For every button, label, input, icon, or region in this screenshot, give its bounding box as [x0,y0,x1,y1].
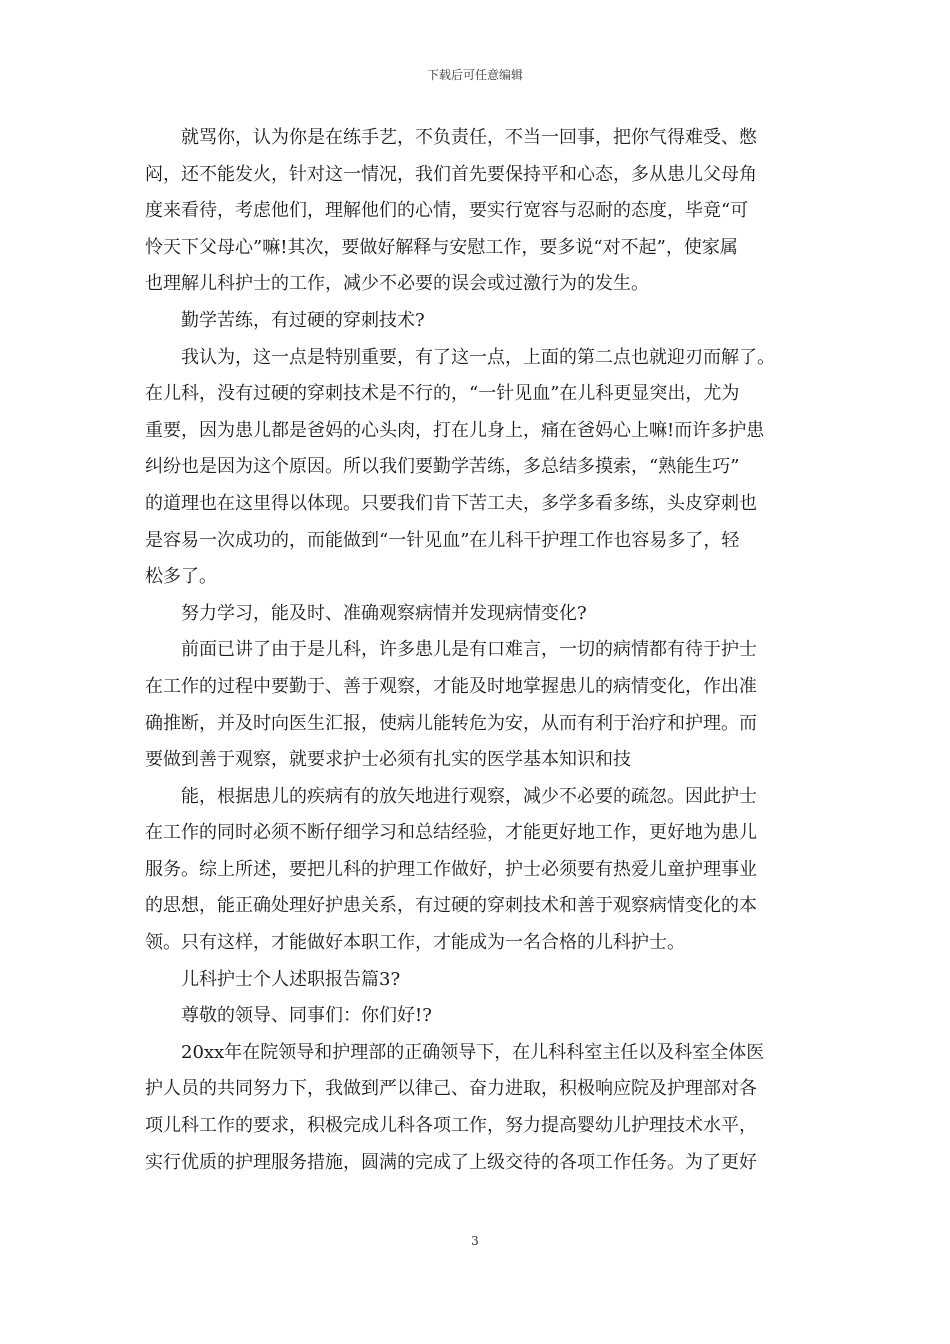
text-line: 实行优质的护理服务措施，圆满的完成了上级交待的各项工作任务。为了更好 [145,1151,757,1173]
section-heading-line: 努力学习，能及时、准确观察病情并发现病情变化? [145,602,587,624]
section-heading-line: 儿科护士个人述职报告篇3? [145,968,401,990]
text-line: 要做到善于观察，就要求护士必须有扎实的医学基本知识和技 [145,749,631,771]
text-line: 也理解儿科护士的工作，减少不必要的误会或过激行为的发生。 [145,273,649,295]
page-number: 3 [471,1234,479,1248]
text-line: 在工作的过程中要勤于、善于观察，才能及时地掌握患儿的病情变化，作出准 [145,675,757,697]
text-line: 确推断，并及时向医生汇报，使病儿能转危为安，从而有利于治疗和护理。而 [145,712,757,734]
document-body [145,120,810,1181]
text-line: 在儿科，没有过硬的穿刺技术是不行的，“一针见血”在儿科更显突出，尤为 [145,383,740,405]
text-line: 服务。综上所述，要把儿科的护理工作做好，护士必须要有热爱儿童护理事业 [145,858,757,880]
page-header: 下载后可任意编辑 [426,68,523,82]
text-line: 的思想，能正确处理好护患关系，有过硬的穿刺技术和善于观察病情变化的本 [145,895,757,917]
text-line: 就骂你，认为你是在练手艺，不负责任，不当一回事，把你气得难受、憋 [145,127,757,148]
text-line: 20xx年在院领导和护理部的正确领导下，在儿科科室主任以及科室全体医 [145,1041,765,1063]
text-line: 在工作的同时必须不断仔细学习和总结经验，才能更好地工作，更好地为患儿 [145,822,757,844]
text-line: 度来看待，考虑他们，理解他们的心情，要实行宽容与忍耐的态度，毕竟“可 [145,200,749,222]
text-line: 的道理也在这里得以体现。只要我们肯下苦工夫，多学多看多练，头皮穿刺也 [145,492,757,514]
text-line: 能，根据患儿的疾病有的放矢地进行观察，减少不必要的疏忽。因此护士 [145,785,757,807]
text-line: 怜天下父母心”嘛!其次，要做好解释与安慰工作，要多说“对不起”，使家属 [145,236,738,258]
text-line: 是容易一次成功的，而能做到“一针见血”在儿科干护理工作也容易多了，轻 [145,529,740,551]
text-line: 我认为，这一点是特别重要，有了这一点，上面的第二点也就迎刃而解了。 [145,346,775,368]
text-line: 领。只有这样，才能做好本职工作，才能成为一名合格的儿科护士。 [145,932,685,954]
text-line: 重要，因为患儿都是爸妈的心头肉，打在儿身上，痛在爸妈心上嘛!而许多护患 [145,419,765,441]
text-line: 闷，还不能发火，针对这一情况，我们首先要保持平和心态，多从患儿父母角 [145,163,757,185]
text-line: 松多了。 [145,566,217,588]
section-heading-line: 勤学苦练，有过硬的穿刺技术? [145,309,425,331]
greeting-line: 尊敬的领导、同事们：你们好!? [145,1005,432,1027]
text-line: 项儿科工作的要求，积极完成儿科各项工作，努力提高婴幼儿护理技术水平， [145,1115,757,1137]
text-line: 前面已讲了由于是儿科，许多患儿是有口难言，一切的病情都有待于护士 [145,639,757,661]
text-line: 护人员的共同努力下，我做到严以律己、奋力进取，积极响应院及护理部对各 [145,1078,757,1100]
text-line: 纠纷也是因为这个原因。所以我们要勤学苦练，多总结多摸索，“熟能生巧” [145,456,740,478]
